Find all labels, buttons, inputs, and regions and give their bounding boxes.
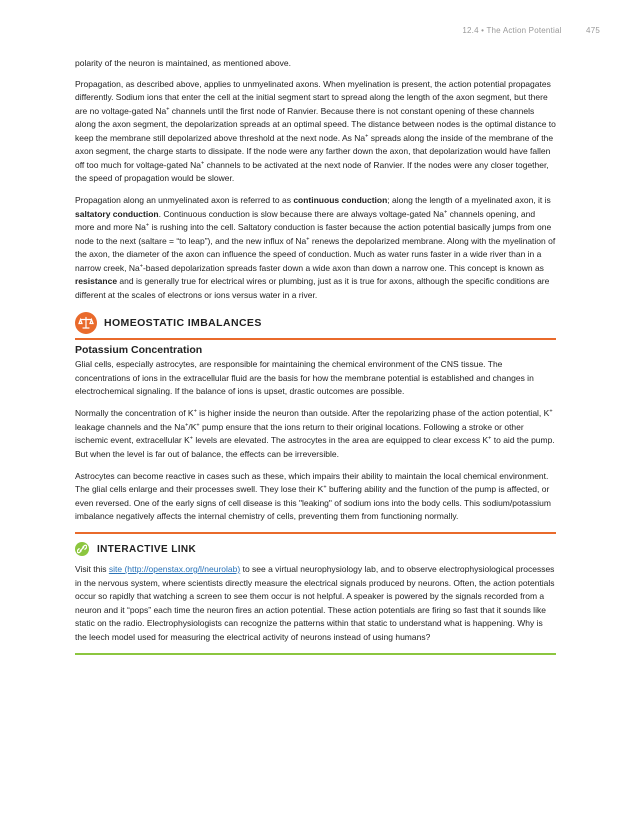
interactive-link-divider <box>75 653 556 655</box>
superscript: + <box>488 435 492 442</box>
paragraph-propagation: Propagation, as described above, applies to unmyelinated axons. When myelination is present, the action potential propagates differently. Sodium ions that enter the cell at the initial segment start to spread along the length of the axon segment, but there are no voltage-gated Na+ channels until the first node of Ranvier. Because there is not constant opening of these channels along the axon segment, the depolarization spreads at an optimal speed. The distance between nodes is the optimal distance to keep the membrane still depolarized above threshold at the next node. As Na+ spreads along the inside of the membrane of the axon segment, the charge starts to dissipate. If the node were any farther down the axon, that depolarization would have fallen off too much for voltage-gated Na+ channels to be activated at the next node of Ranvier. If the nodes were any closer together, the speed of propagation would be slower. <box>75 78 556 183</box>
key-term-saltatory-conduction: saltatory conduction <box>75 208 159 219</box>
interactive-link-header <box>75 540 556 558</box>
superscript: + <box>193 408 197 415</box>
superscript: + <box>196 422 200 428</box>
key-term-resistance: resistance <box>75 276 118 286</box>
superscript: + <box>201 160 205 166</box>
section-divider <box>75 338 556 340</box>
superscript: + <box>549 408 553 415</box>
homeostatic-imbalances-header <box>75 311 556 335</box>
balance-scale-icon <box>75 312 97 334</box>
neurolab-link[interactable]: site (http://openstax.org/l/neurolab) <box>108 564 241 574</box>
paragraph-glial-cells: Glial cells, especially astrocytes, are responsible for maintaining the chemical environment of the CNS tissue. The concentrations of ions in the extracellular fluid are the basis for how the membrane potential is established and changes in electrochemical signaling. If the balance of ions is upset, drastic outcomes are possible. <box>75 359 534 396</box>
superscript: + <box>365 133 369 139</box>
section-label: 12.4 • The Action Potential <box>462 26 562 35</box>
section-divider <box>75 532 556 534</box>
paragraph-conduction: Propagation along an unmyelinated axon is referred to as continuous conduction; along the length of a myelinated axon, it is saltatory conduction. Continuous conduction is slow because there are always voltage-gated Na+ channels opening, and more and more Na+ is rushing into the cell. Saltatory conduction is faster because the action potential basically jumps from one node to the next (saltare = “to leap”), and the new influx of Na+ renews the depolarized membrane. Along with the myelination of the axon, the diameter of the axon can influence the speed of conduction. Much as water runs faster in a wide river than in a narrow creek, Na+-based depolarization spreads faster down a wide axon than down a narrow one. This concept is known as resistance and is generally true for electrical wires or plumbing, just as it is true for axons, although the specific conditions are different at the scales of electrons or ions versus water in a river. <box>75 195 556 300</box>
main-content <box>75 57 556 655</box>
key-term-continuous-conduction: continuous conduction <box>293 195 388 205</box>
superscript: + <box>166 106 170 112</box>
interactive-link-title: INTERACTIVE LINK <box>97 543 197 555</box>
paragraph-continued: polarity of the neuron is maintained, as mentioned above. <box>75 58 291 68</box>
running-header <box>462 26 600 35</box>
link-icon <box>75 542 89 556</box>
paragraph-interactive-link: Visit this site (http://openstax.org/l/neurolab) to see a virtual neurophysiology lab, and to observe electrophysiological processes in the nervous system, where scientists directly measure the electrical signals produced by neurons. Often, the action potentials occur so rapidly that watching a screen to see them occur is not helpful. A speaker is powered by the signals recorded from a neuron and it “pops” each time the neuron fires an action potential. These action potentials are firing so fast that it sounds like static on the radio. Electrophysiologists can recognize the patterns within that static to understand what is happening. Why is the leech model used for measuring the electrical activity of neurons instead of using humans? <box>75 564 555 642</box>
superscript: + <box>139 263 143 269</box>
paragraph-reactive-astrocytes: Astrocytes can become reactive in cases such as these, which impairs their ability to maintain the local chemical environment. The glial cells enlarge and their processes swell. They lose their K+ buffering ability and the function of the pump is affected, or even reversed. One of the early signs of cell disease is this "leaking" of sodium ions into the body cells. This sodium/potassium imbalance negatively affects the internal chemistry of cells, preventing them from functioning normally. <box>75 470 551 521</box>
page-number: 475 <box>586 26 600 35</box>
superscript: + <box>145 222 150 229</box>
paragraph-potassium-levels: Normally the concentration of K+ is higher inside the neuron than outside. After the repolarizing phase of the action potential, K+ leakage channels and the Na+/K+ pump ensure that the ions return to their original locations. Following a stroke or other ischemic event, extracellular K+ levels are elevated. The astrocytes in the area are equipped to clear excess K+ to aid the pump. But when the level is far out of balance, the effects can be irreversible. <box>75 408 555 459</box>
superscript: + <box>189 435 194 442</box>
superscript: + <box>185 422 189 428</box>
subheading-potassium: Potassium Concentration <box>75 344 203 356</box>
superscript: + <box>323 484 327 491</box>
superscript: + <box>443 209 448 215</box>
superscript: + <box>306 236 310 242</box>
homeostatic-imbalances-title: HOMEOSTATIC IMBALANCES <box>104 317 262 329</box>
